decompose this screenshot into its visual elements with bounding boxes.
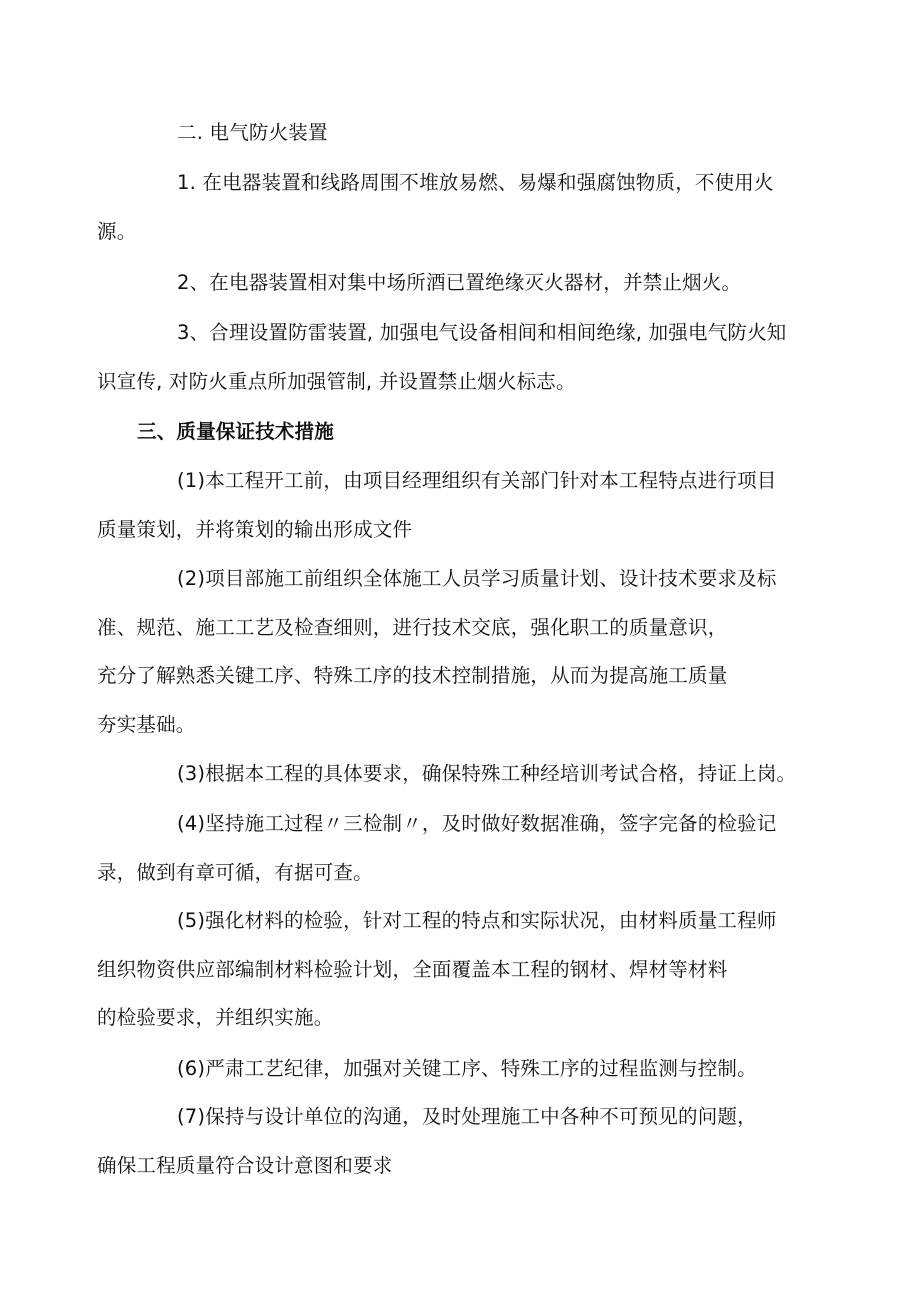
- paragraph-fire-item-1: [97, 159, 797, 256]
- text-line: (4)坚持施工过程〃三检制〃，及时做好数据准确，签字完备的检验记: [177, 812, 777, 835]
- paragraph-quality-item-6: [137, 1045, 797, 1094]
- section-heading-quality-assurance: [137, 408, 797, 457]
- text-line: (2)项目部施工前组织全体施工人员学习质量计划、设计技术要求及标: [177, 567, 777, 590]
- text-line: 确保工程质量符合设计意图和要求: [97, 1153, 393, 1177]
- text-line: (6)严肃工艺纪律，加强对关键工序、特殊工序的过程监测与控制。: [177, 1057, 757, 1080]
- paragraph-quality-item-5: [97, 897, 797, 1043]
- text-line: (7)保持与设计单位的沟通，及时处理施工中各种不可预见的问题，: [177, 1105, 757, 1128]
- text-line: (5)强化材料的检验，针对工程的特点和实际状况，由材料质量工程师: [177, 909, 777, 932]
- text-line: 的检验要求，并组织实施。: [97, 1006, 334, 1029]
- paragraph-quality-item-2: [97, 555, 797, 749]
- text-line: (1)本工程开工前，由项目经理组织有关部门针对本工程特点进行项目: [177, 469, 777, 492]
- text-line: 3、合理设置防雷装置, 加强电气设备相间和相间绝缘, 加强电气防火知: [177, 321, 787, 344]
- text-line: 组织物资供应部编制材料检验计划，全面覆盖本工程的钢材、焊材等材料: [97, 957, 728, 981]
- text-line: 三、质量保证技术措施: [137, 420, 335, 443]
- text-line: 1. 在电器装置和线路周围不堆放易燃、易爆和强腐蚀物质，不使用火: [177, 171, 774, 194]
- text-line: 识宣传, 对防火重点所加强管制, 并设置禁止烟火标志。: [97, 369, 576, 393]
- paragraph-quality-item-7: [97, 1093, 797, 1190]
- text-line: 录，做到有章可循，有据可查。: [97, 860, 373, 884]
- text-line: 源。: [97, 219, 137, 243]
- text-line: 二. 电气防火装置: [177, 121, 328, 144]
- paragraph-quality-item-1: [97, 457, 797, 554]
- text-line: 准、规范、施工工艺及检查细则，进行技术交底，强化职工的质量意识，: [97, 615, 728, 639]
- text-line: 质量策划，并将策划的输出形成文件: [97, 517, 413, 541]
- text-line: 充分了解熟悉关键工序、特殊工序的技术控制措施，从而为提高施工质量: [97, 664, 728, 687]
- paragraph-fire-item-3: [97, 309, 797, 406]
- text-line: 2、在电器装置相对集中场所酒已置绝缘灭火器材，并禁止烟火。: [177, 271, 742, 294]
- paragraph-quality-item-3: [137, 750, 797, 799]
- paragraph-quality-item-4: [97, 800, 797, 897]
- text-line: 夯实基础。: [97, 712, 196, 736]
- text-line: (3)根据本工程的具体要求，确保特殊工种经培训考试合格，持证上岗。: [177, 762, 797, 785]
- section-heading-electrical-fire-prevention: [137, 109, 797, 158]
- paragraph-fire-item-2: [137, 259, 797, 308]
